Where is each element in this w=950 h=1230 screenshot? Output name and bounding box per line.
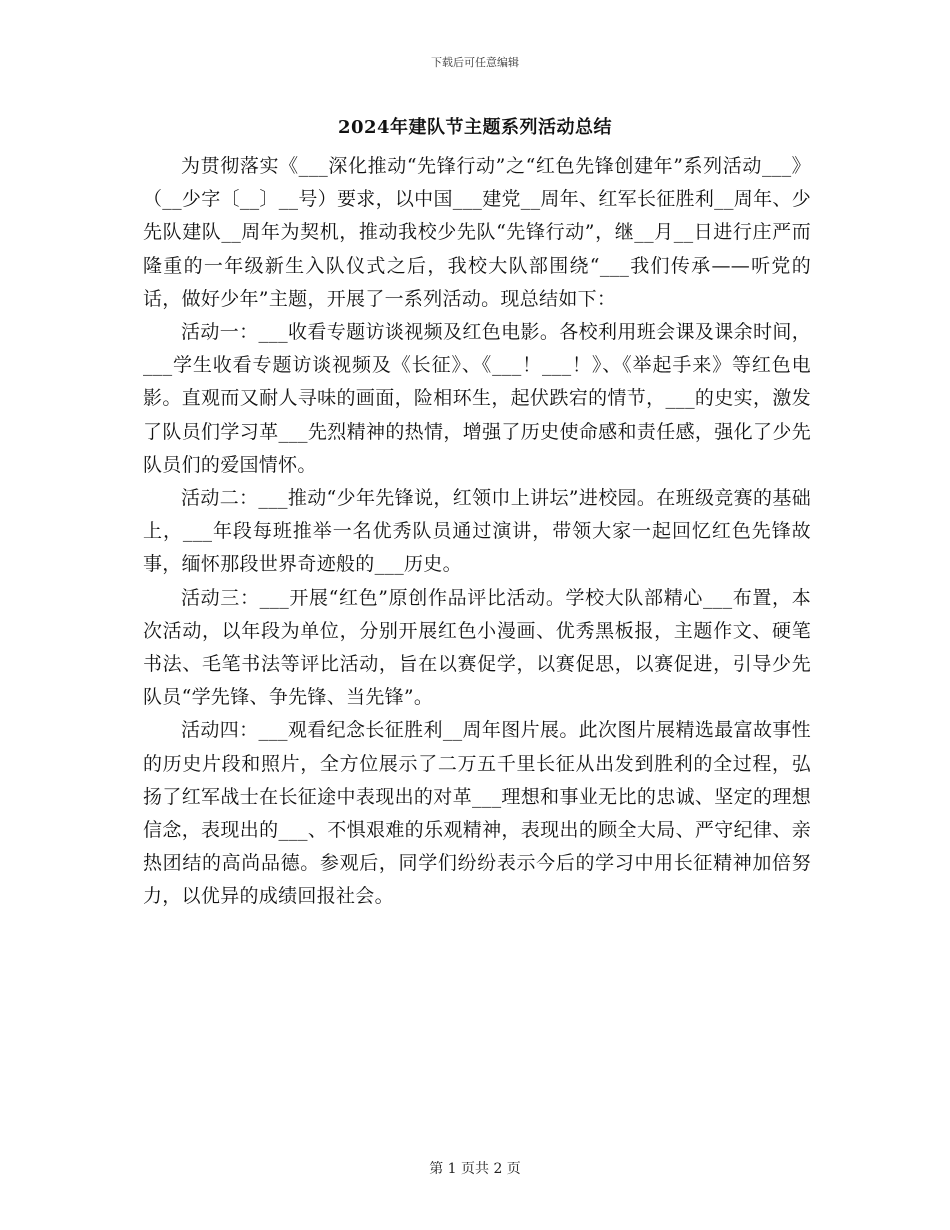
paragraph-activity-3: 活动三：___开展“红色”原创作品评比活动。学校大队部精心___布置，本次活动，以年段为单位，分别开展红色小漫画、优秀黑板报，主题作文、硬笔书法、毛笔书法等评比活动，旨在以赛促学，以赛促思，以赛促进，引导少先队员“学先锋、争先锋、当先锋”。 [143,586,811,709]
paragraph-intro: 为贯彻落实《___深化推动“先锋行动”之“红色先锋创建年”系列活动___》（__少字〔__〕__号）要求，以中国___建党__周年、红军长征胜利__周年、少先队建队__周年为契机，推动我校少先队“先锋行动”，继__月__日进行庄严而隆重的一年级新生入队仪式之后，我校大队部围绕“___我们传承——听党的话，做好少年”主题，开展了一系列活动。现总结如下： [143,155,811,310]
paragraph-activity-1: 活动一：___收看专题访谈视频及红色电影。各校利用班会课及课余时间，___学生收看专题访谈视频及《长征》、《___！___！》、《举起手来》等红色电影。直观而又耐人寻味的画面，险相环生，起伏跌宕的情节，___的史实，激发了队员们学习革___先烈精神的热情，增强了历史使命感和责任感，强化了少先队员们的爱国情怀。 [143,321,811,476]
document-title: 2024年建队节主题系列活动总结 [337,117,613,138]
document-body [143,150,811,914]
page-header: 下载后可任意编辑 [431,56,519,69]
paragraph-activity-4: 活动四：___观看纪念长征胜利__周年图片展。此次图片展精选最富故事性的历史片段和照片，全方位展示了二万五千里长征从出发到胜利的全过程，弘扬了红军战士在长征途中表现出的对革___理想和事业无比的忠诚、坚定的理想信念，表现出的___、不惧艰难的乐观精神，表现出的顾全大局、严守纪律、亲热团结的高尚品德。参观后，同学们纷纷表示今后的学习中用长征精神加倍努力，以优异的成绩回报社会。 [143,719,811,908]
paragraph-activity-2: 活动二：___推动“少年先锋说，红领巾上讲坛”进校园。在班级竞赛的基础上，___年段每班推举一名优秀队员通过演讲，带领大家一起回忆红色先锋故事，缅怀那段世界奇迹般的___历史。 [143,487,811,576]
page-number: 第 1 页共 2 页 [429,1161,521,1177]
